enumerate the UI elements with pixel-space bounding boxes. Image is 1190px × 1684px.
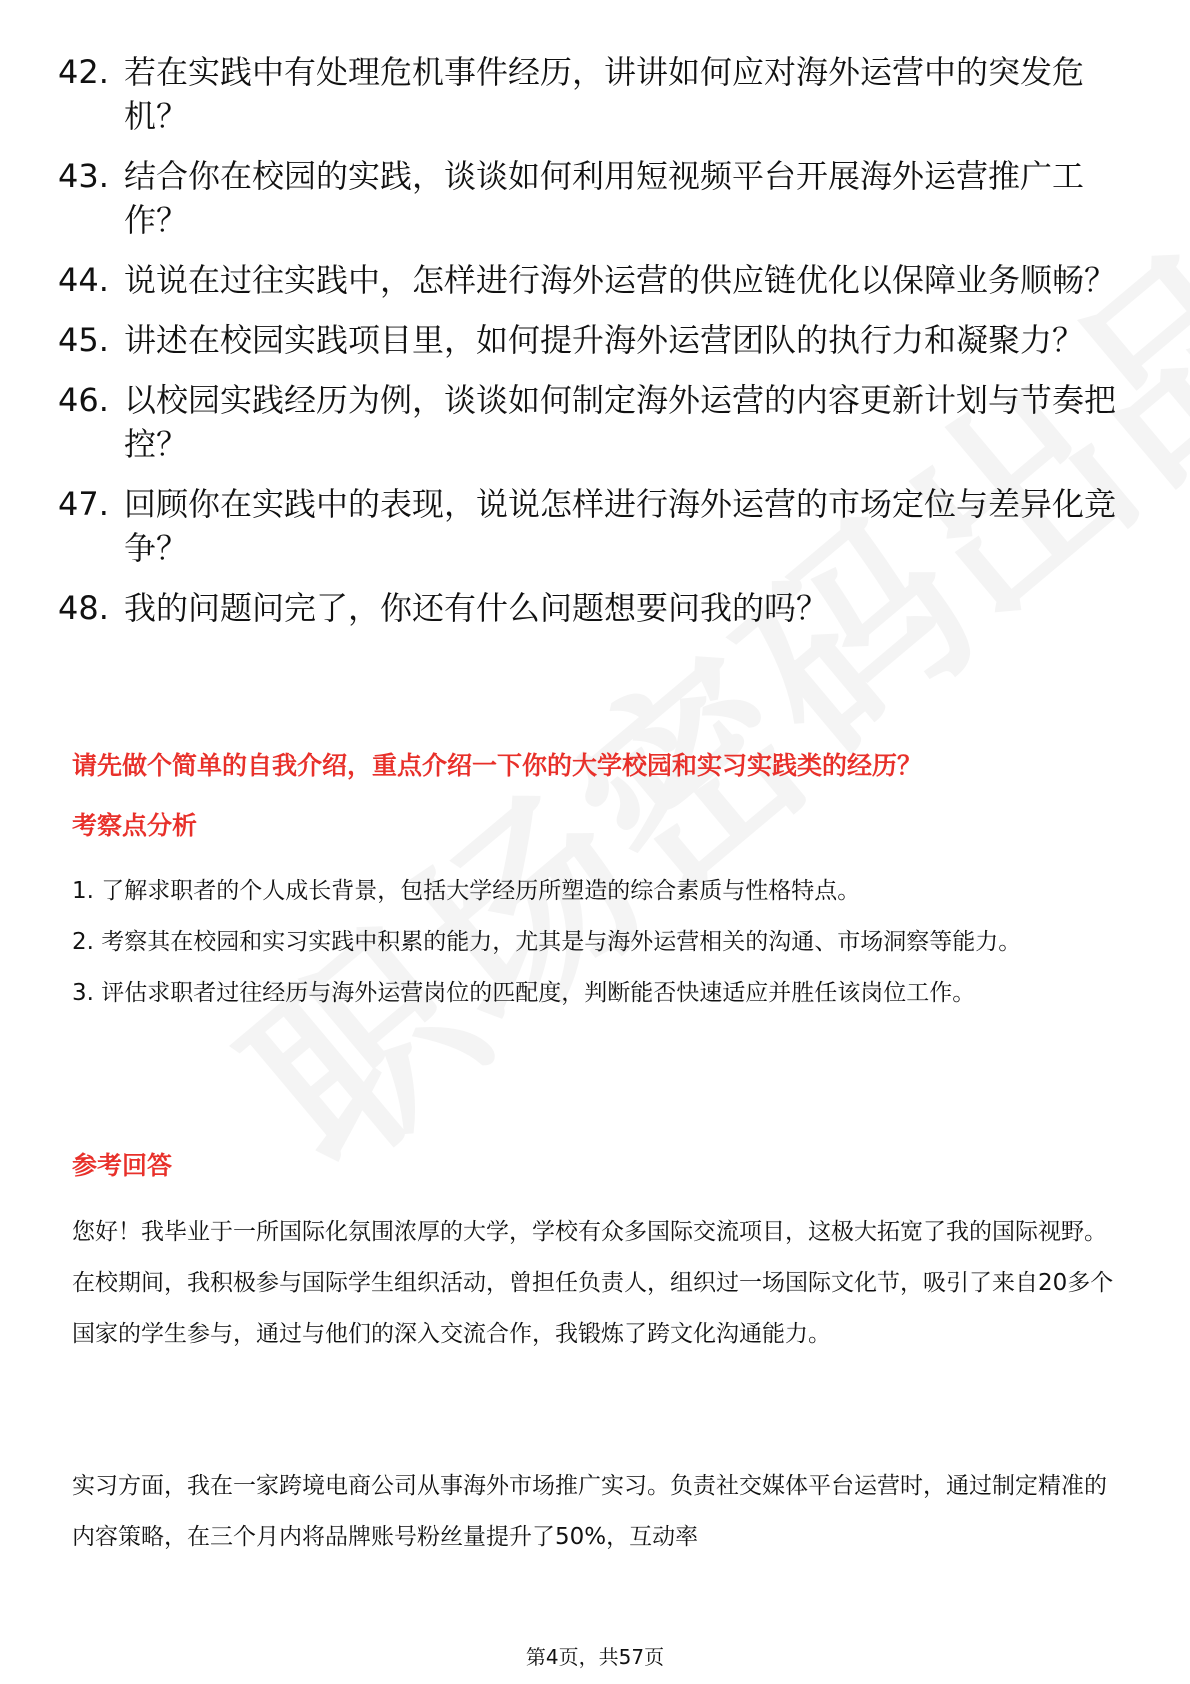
question-item: [58, 258, 1118, 302]
answer-body: [72, 1207, 1122, 1563]
answer-paragraph: 实习方面，我在一家跨境电商公司从事海外市场推广实习。负责社交媒体平台运营时，通过制定精准的内容策略，在三个月内将品牌账号粉丝量提升了50%，互动率: [72, 1473, 1107, 1550]
answer-paragraph: 您好！我毕业于一所国际化氛围浓厚的大学，学校有众多国际交流项目，这极大拓宽了我的国际视野。在校期间，我积极参与国际学生组织活动，曾担任负责人，组织过一场国际文化节，吸引了来自20多个国家的学生参与，通过与他们的深入交流合作，我锻炼了跨文化沟通能力。: [72, 1219, 1114, 1347]
question-item: [58, 50, 1118, 138]
analysis-point: 3. 评估求职者过往经历与海外运营岗位的匹配度，判断能否快速适应并胜任该岗位工作。: [72, 980, 976, 1006]
question-text: 以校园实践经历为例，谈谈如何制定海外运营的内容更新计划与节奏把控？: [124, 381, 1117, 463]
question-number: 48.: [58, 589, 109, 627]
question-text: 回顾你在实践中的表现，说说怎样进行海外运营的市场定位与差异化竞争？: [124, 485, 1117, 567]
featured-question: 请先做个简单的自我介绍，重点介绍一下你的大学校园和实习实践类的经历？: [72, 751, 923, 780]
analysis-heading: 考察点分析: [72, 811, 198, 840]
analysis-point: 1. 了解求职者的个人成长背景，包括大学经历所塑造的综合素质与性格特点。: [72, 878, 861, 904]
question-text: 讲述在校园实践项目里，如何提升海外运营团队的执行力和凝聚力？: [124, 321, 1085, 359]
question-number: 44.: [58, 261, 109, 299]
answer-heading: 参考回答: [72, 1151, 173, 1180]
analysis-point: 2. 考察其在校园和实习实践中积累的能力，尤其是与海外运营相关的沟通、市场洞察等能力。: [72, 929, 1022, 955]
question-item: [58, 586, 1118, 630]
question-item: [58, 154, 1118, 242]
question-number: 43.: [58, 157, 109, 195]
question-number: 47.: [58, 485, 109, 523]
question-text: 结合你在校园的实践，谈谈如何利用短视频平台开展海外运营推广工作？: [124, 157, 1085, 239]
analysis-points: [72, 866, 1122, 1019]
question-item: [58, 482, 1118, 570]
question-list: [58, 50, 1118, 646]
question-item: [58, 378, 1118, 466]
question-text: 说说在过往实践中，怎样进行海外运营的供应链优化以保障业务顺畅？: [124, 261, 1117, 299]
question-number: 46.: [58, 381, 109, 419]
question-item: [58, 318, 1118, 362]
page-footer: 第4页，共57页: [525, 1645, 665, 1669]
question-text: 我的问题问完了，你还有什么问题想要问我的吗？: [124, 589, 829, 627]
question-number: 42.: [58, 53, 109, 91]
question-text: 若在实践中有处理危机事件经历，讲讲如何应对海外运营中的突发危机？: [124, 53, 1085, 135]
question-number: 45.: [58, 321, 109, 359]
